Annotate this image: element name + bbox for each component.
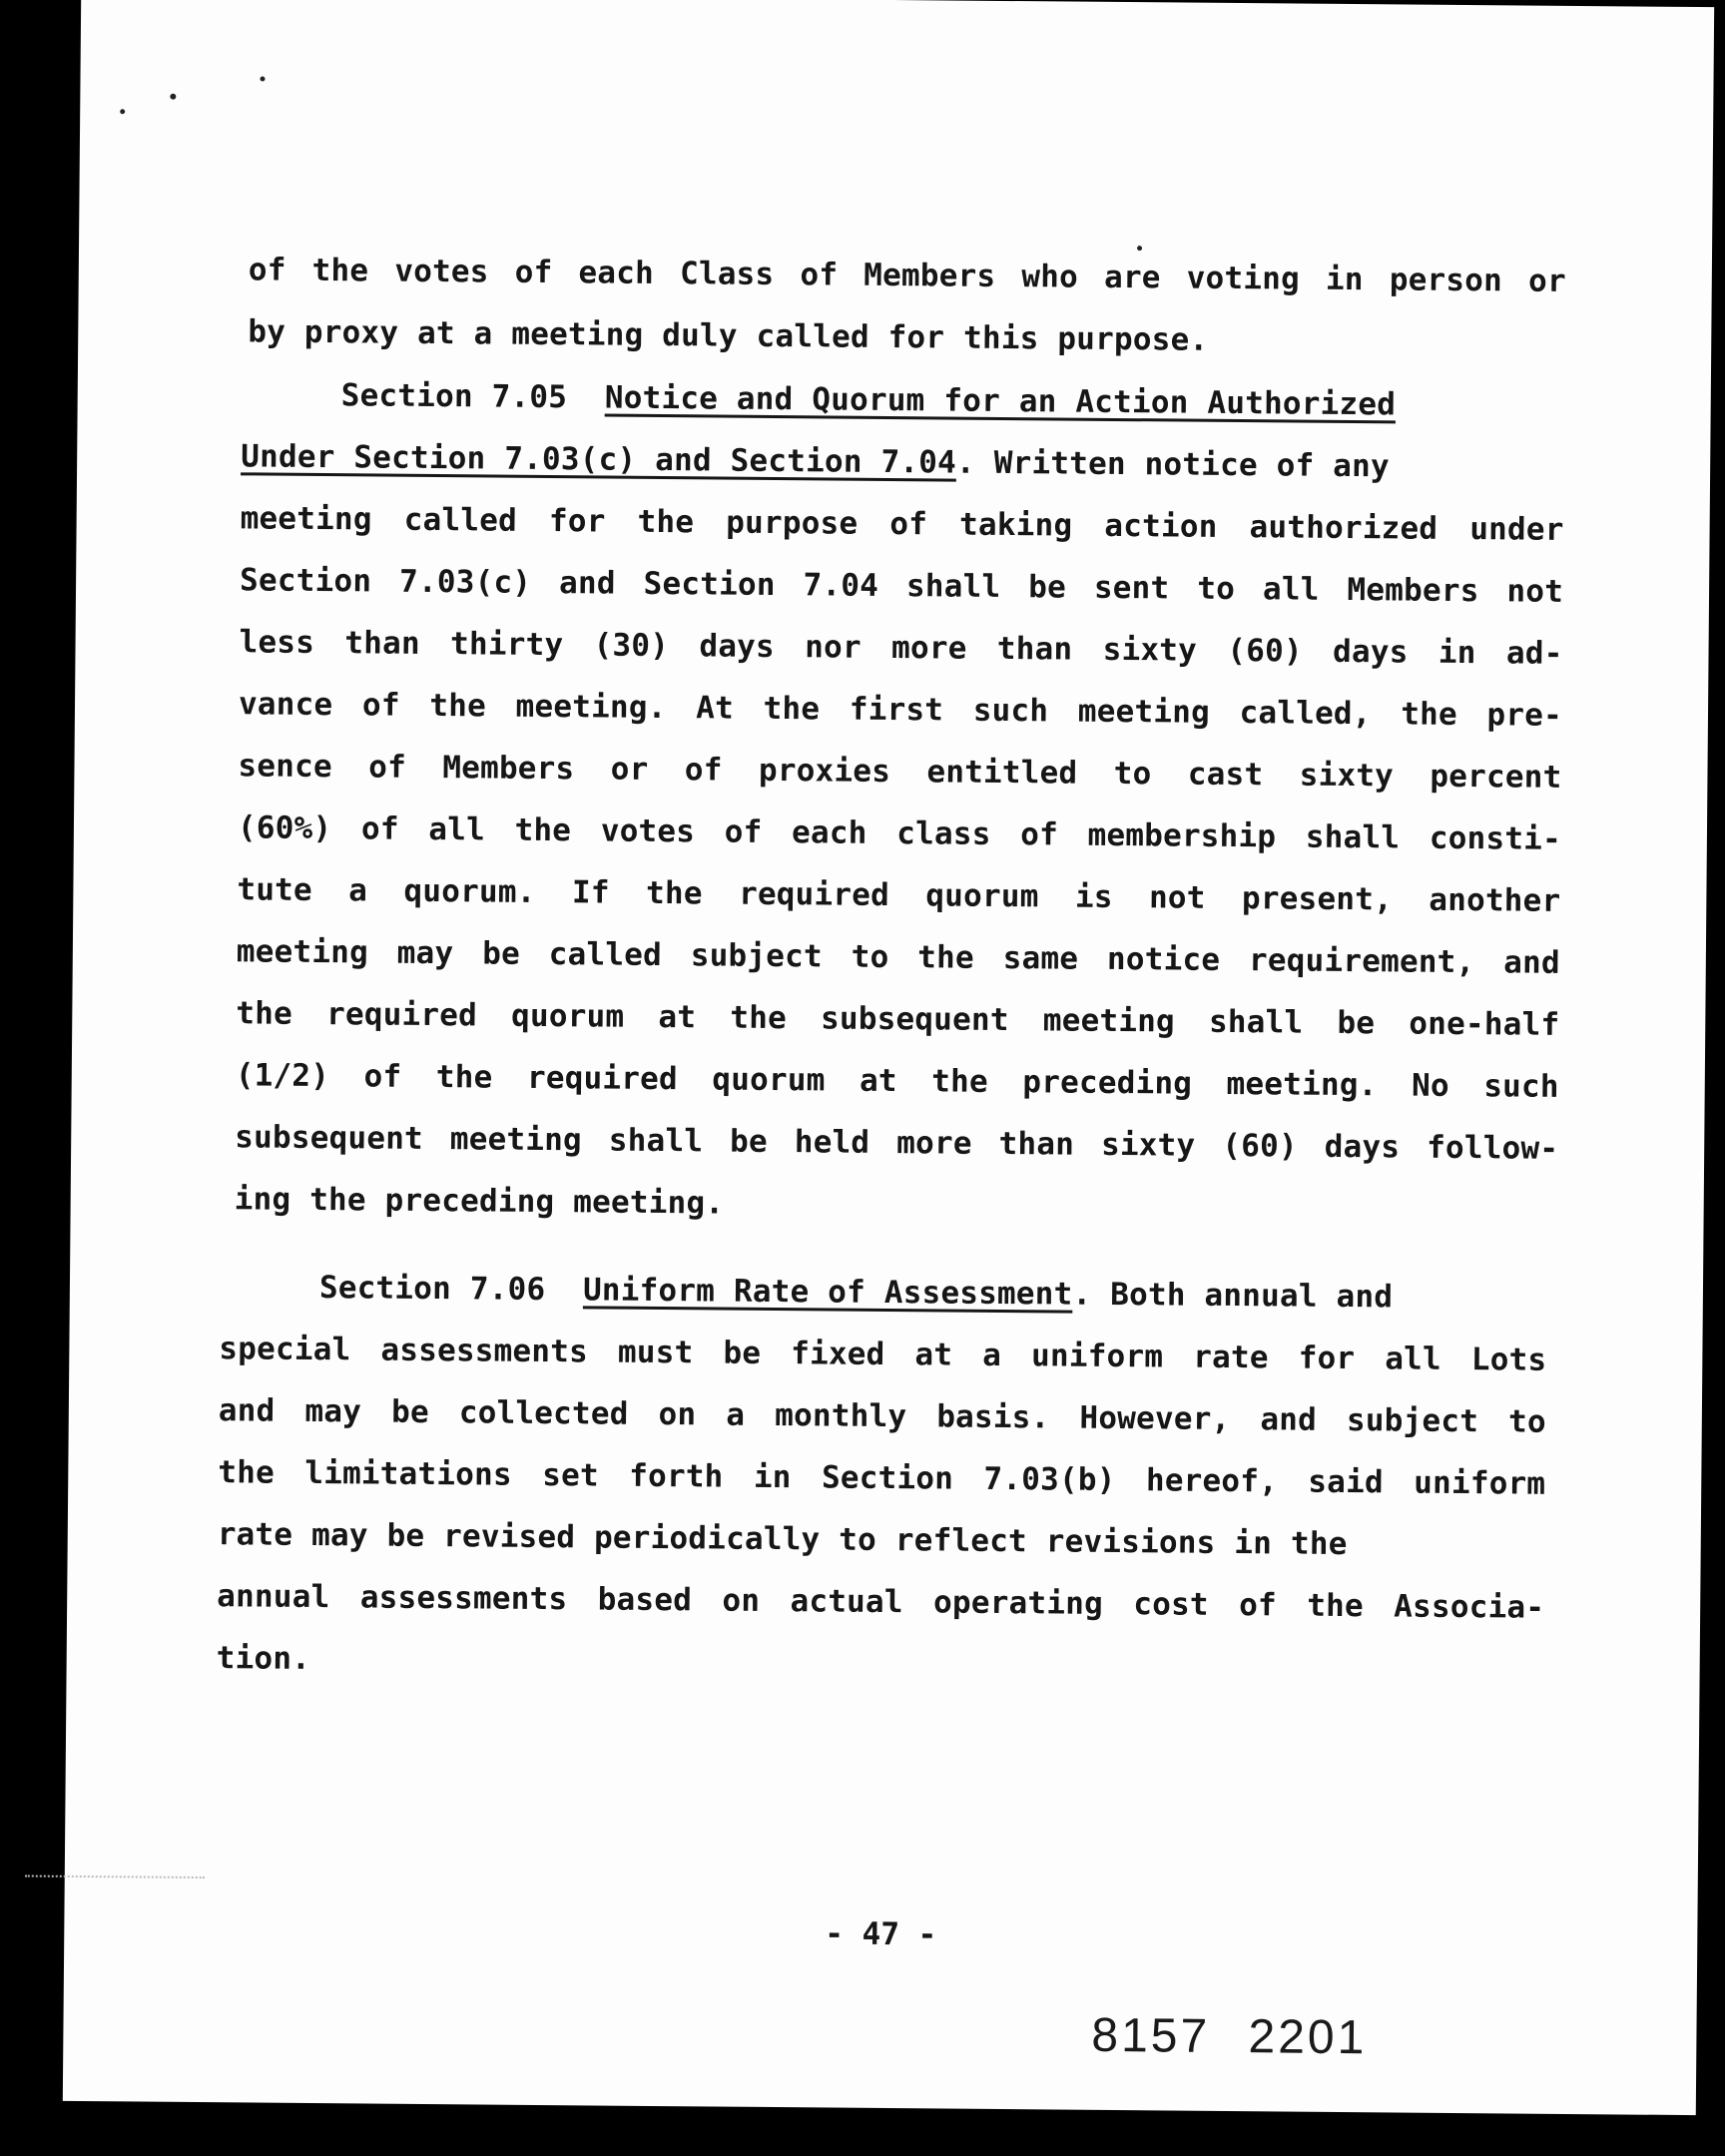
section-number: Section 7.05 — [340, 377, 568, 416]
scan-speck — [260, 76, 265, 81]
text-line: ing the preceding meeting. — [234, 1181, 725, 1222]
text-line: meeting called for the purpose of taking action authorized under — [240, 500, 1564, 548]
section-body-start: . Both annual and — [1072, 1276, 1394, 1316]
text-line: subsequent meeting shall be held more than sixty (60) days follow- — [235, 1119, 1559, 1167]
section-title-continued: Under Section 7.03(c) and Section 7.04 — [241, 438, 957, 481]
text-line: and may be collected on a monthly basis. However, and subject to — [218, 1392, 1546, 1440]
text-line: rate may be revised periodically to reflect revisions in the — [217, 1516, 1348, 1563]
text-line — [241, 425, 1564, 499]
text-line: tion. — [216, 1640, 311, 1677]
text-line: (1/2) of the required quorum at the preceding meeting. No such — [235, 1057, 1559, 1105]
text-line: (60%) of all the votes of each class of membership shall consti- — [237, 809, 1562, 857]
text-line: special assessments must be fixed at a uniform rate for all Lots — [219, 1331, 1547, 1378]
text-line: vance of the meeting. At the first such meeting called, the pre- — [238, 686, 1563, 734]
text-line: annual assessments based on actual operating cost of the Associa- — [217, 1578, 1545, 1626]
text-line: the required quorum at the subsequent meeting shall be one-half — [236, 995, 1560, 1043]
text-line: tute a quorum. If the required quorum is not present, another — [237, 871, 1561, 919]
section-heading-line — [241, 363, 1564, 437]
document-sheet — [63, 0, 1714, 2115]
scan-artifact-line — [25, 1875, 205, 1879]
section-title: Notice and Quorum for an Action Authorized — [604, 379, 1397, 423]
text-line: less than thirty (30) days nor more than sixty (60) days in ad- — [239, 624, 1563, 672]
text-line: Section 7.03(c) and Section 7.04 shall be sent to all Members not — [239, 562, 1564, 610]
text-line: the limitations set forth in Section 7.03(b) hereof, said uniform — [218, 1454, 1546, 1502]
document-number: 8157 2201 — [1091, 2008, 1368, 2065]
section-heading-line — [220, 1256, 1547, 1330]
text-line: of the votes of each Class of Members who are voting in person or — [248, 252, 1566, 299]
page-number: - 47 - — [825, 1915, 937, 1953]
scan-speck — [120, 109, 125, 114]
scan-speck — [170, 94, 176, 100]
section-body-start: . Written notice of any — [955, 444, 1391, 485]
section-7-05 — [234, 363, 1565, 1242]
section-7-06 — [216, 1256, 1547, 1701]
section-number: Section 7.06 — [318, 1270, 546, 1309]
section-title: Uniform Rate of Assessment — [582, 1272, 1073, 1313]
text-line: sence of Members or of proxies entitled to cast sixty percent — [238, 748, 1562, 796]
text-line: by proxy at a meeting duly called for this purpose. — [248, 313, 1209, 358]
text-line: meeting may be called subject to the same notice requirement, and — [236, 933, 1560, 981]
paragraph-continuation — [248, 239, 1566, 374]
